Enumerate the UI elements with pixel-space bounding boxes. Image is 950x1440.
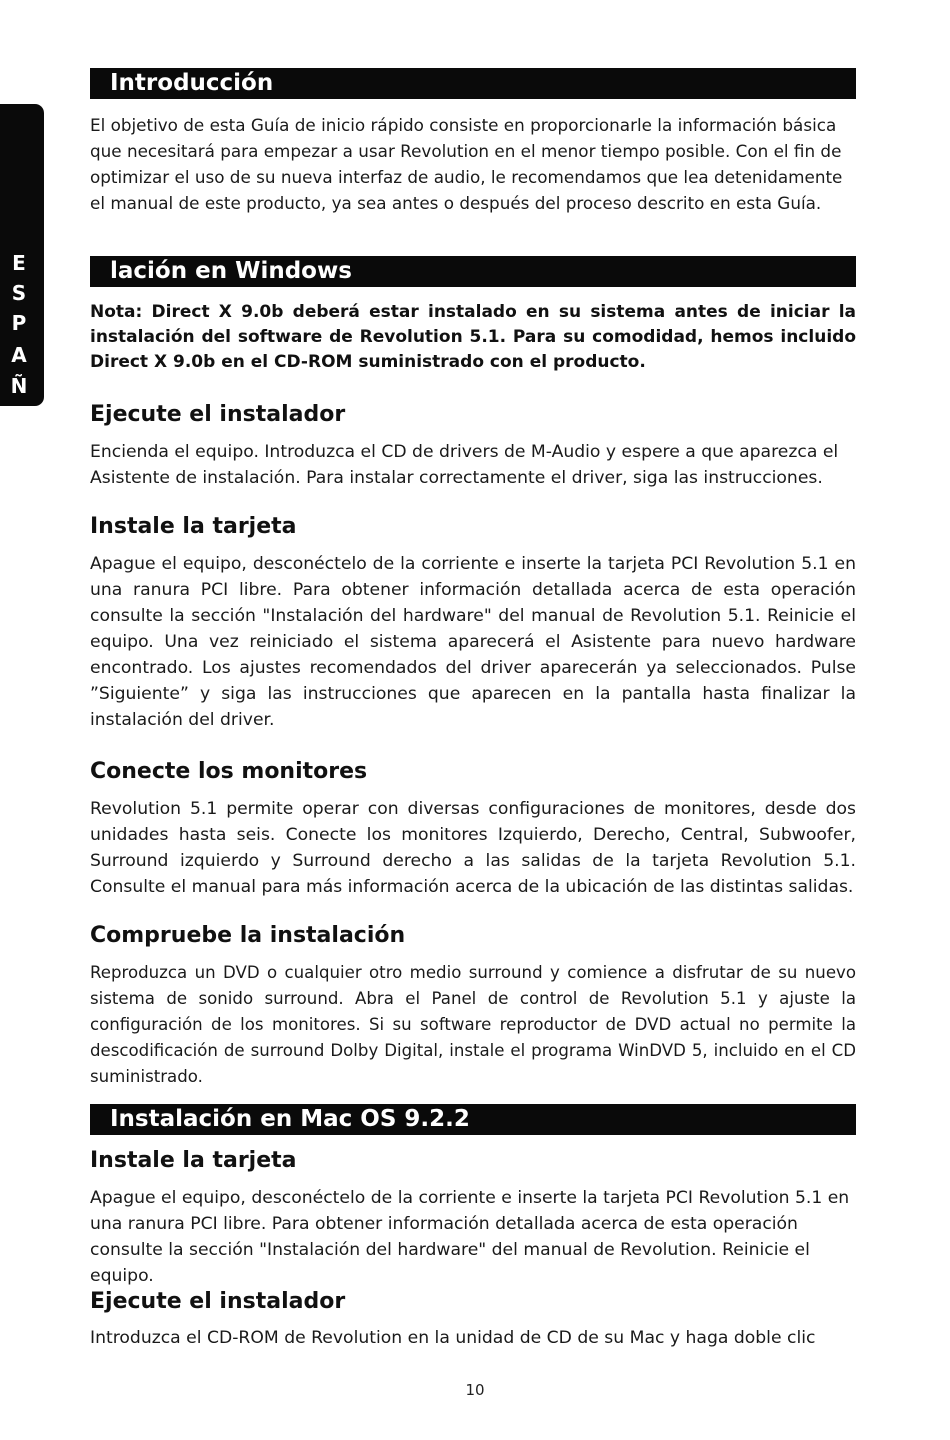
language-side-tab: [0, 104, 44, 463]
side-letter: A: [11, 343, 27, 367]
side-letter: P: [11, 311, 27, 335]
monitors-paragraph: Revolution 5.1 permite operar con diversas configuraciones de monitores, desde dos unidades hasta seis. Conecte los monitores Izquierdo, Derecho, Central, Subwoofer, Surround izquierdo y Surround derecho a las salidas de la tarjeta Revolution 5.1. Consulte el manual para más información acerca de la ubicación de las distintas salidas.: [90, 799, 856, 897]
heading-install-card-mac: Instale la tarjeta: [90, 1148, 297, 1173]
windows-card-paragraph: Apague el equipo, desconéctelo de la corriente e inserte la tarjeta PCI Revolution 5.1 en una ranura PCI libre. Para obtener información detallada acerca de esta operación consulte la sección "Instalación del hardware" del manual de Revolution 5.1. Reinicie el equipo. Una vez reiniciado el sistema aparecerá el Asistente para nuevo hardware encontrado. Los ajustes recomendados del driver aparecerán ya seleccionados. Pulse ”Siguiente” y siga las instrucciones que aparecen en la pantalla hasta finalizar la instalación del driver.: [90, 554, 856, 730]
heading-install-card: Instale la tarjeta: [90, 514, 297, 539]
page-number: 10: [465, 1381, 485, 1399]
section-title-windows: lación en Windows: [110, 258, 352, 284]
windows-installer-paragraph: Encienda el equipo. Introduzca el CD de drivers de M-Audio y espere a que aparezca el Asistente de instalación. Para instalar correctamente el driver, siga las instrucciones.: [90, 442, 839, 488]
section-title-mac: Instalación en Mac OS 9.2.2: [110, 1106, 470, 1132]
mac-installer-paragraph: Introduzca el CD-ROM de Revolution en la unidad de CD de su Mac y haga doble clic: [90, 1328, 816, 1348]
side-letter: S: [11, 281, 27, 305]
heading-run-installer: Ejecute el instalador: [90, 402, 346, 427]
side-letter: E: [12, 251, 26, 275]
side-letter: Ñ: [10, 374, 28, 398]
heading-connect-monitors: Conecte los monitores: [90, 759, 368, 784]
heading-check-install: Compruebe la instalación: [90, 923, 406, 948]
side-letter: L: [12, 439, 26, 463]
intro-paragraph: El objetivo de esta Guía de inicio rápido consiste en proporcionarle la información básica que necesitará para empezar a usar Revolution en el menor tiempo posible. Con el fin de optimizar el uso de su nueva interfaz de audio, le recomendamos que lea detenidamente el manual de este producto, ya sea antes o después del proceso descrito en esta Guía.: [90, 115, 843, 213]
directx-note: Nota: Direct X 9.0b deberá estar instalado en su sistema antes de iniciar la instalación del software de Revolution 5.1. Para su comodidad, hemos incluido Direct X 9.0b en el CD-ROM suministrado con el producto.: [90, 302, 856, 372]
mac-card-paragraph: Apague el equipo, desconéctelo de la corriente e inserte la tarjeta PCI Revolution 5.1 en una ranura PCI libre. Para obtener información detallada acerca de esta operación consulte la sección "Instalación del hardware" del manual de Revolution. Reinicie el equipo.: [90, 1188, 850, 1286]
check-install-paragraph: Reproduzca un DVD o cualquier otro medio surround y comience a disfrutar de su nuevo sistema de sonido surround. Abra el Panel de control de Revolution 5.1 y ajuste la configuración de los monitores. Si su software reproductor de DVD actual no permite la descodificación de surround Dolby Digital, instale el programa WinDVD 5, incluido en el CD suministrado.: [90, 963, 856, 1086]
heading-run-installer-mac: Ejecute el instalador: [90, 1289, 346, 1314]
side-letter: O: [10, 407, 28, 431]
section-title-intro: Introducción: [110, 70, 274, 96]
